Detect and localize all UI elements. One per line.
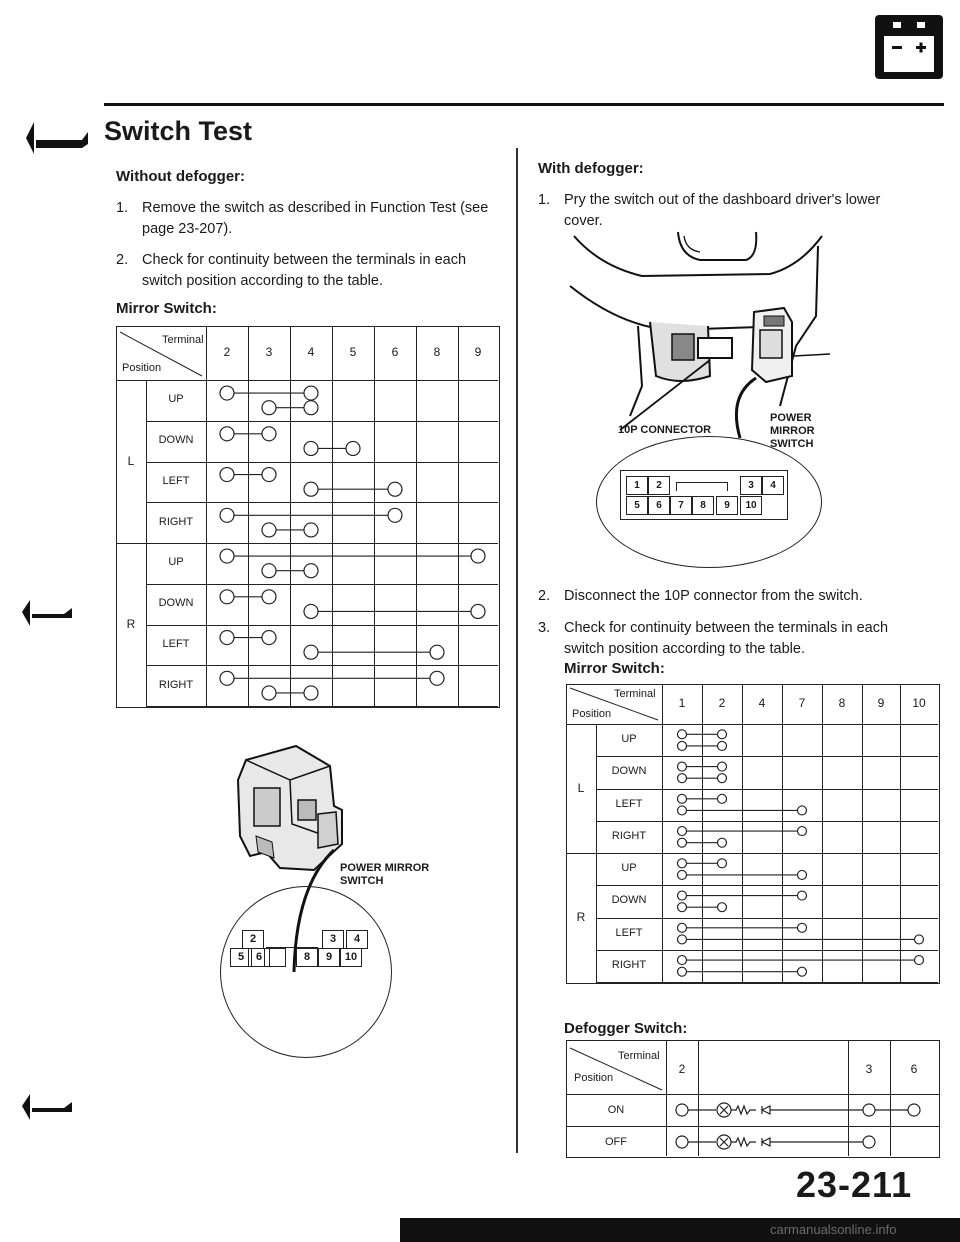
terminal-header: 10 [912, 696, 926, 710]
defogger-circuit [566, 1040, 940, 1158]
continuity-link [678, 838, 727, 847]
continuity-link [220, 549, 485, 563]
continuity-link [678, 967, 807, 976]
group-label: L [127, 453, 135, 468]
connector-pin: 6 [648, 496, 670, 515]
connector-pin: 3 [322, 930, 344, 949]
continuity-link [220, 508, 402, 522]
continuity-link [220, 468, 276, 482]
row-label: DOWN [611, 894, 647, 907]
column-divider [516, 148, 518, 1153]
page-number: 23-211 [796, 1164, 913, 1205]
defogger-title: Defogger Switch: [564, 1020, 688, 1037]
row-label: UP [621, 733, 637, 746]
left-step-2 [116, 250, 496, 292]
terminal-header: 6 [910, 1062, 918, 1076]
step-number: 3. [538, 620, 551, 636]
connector-pin: 9 [318, 948, 340, 967]
margin-marker-icon [20, 598, 80, 628]
continuity-link [304, 441, 360, 455]
header-rule [104, 103, 944, 106]
row-label: RIGHT [611, 958, 647, 971]
continuity-link [262, 523, 318, 537]
row-label: DOWN [158, 434, 194, 447]
left-mirror-table [116, 326, 500, 708]
row-label: RIGHT [611, 829, 647, 842]
label-10p-connector: 10P CONNECTOR [618, 424, 712, 436]
connector-pin: 8 [692, 496, 714, 515]
terminal-header: 8 [838, 696, 846, 710]
continuity-link [678, 903, 727, 912]
terminal-header: 8 [433, 345, 441, 359]
connector-latch [676, 482, 728, 491]
group-label: R [126, 616, 136, 631]
row-label: UP [168, 393, 184, 406]
step-number: 2. [538, 588, 551, 604]
step-number: 2. [116, 252, 129, 268]
connector-pin: 5 [626, 496, 648, 515]
connector-latch [266, 930, 318, 948]
row-label: ON [607, 1104, 625, 1116]
connector-pin: 6 [248, 948, 270, 967]
group-label: R [576, 909, 586, 924]
left-connector-view [220, 886, 392, 1058]
position-label: Position [122, 362, 162, 374]
defogger-table [566, 1040, 940, 1158]
right-step-3 [538, 618, 918, 660]
row-label: RIGHT [158, 515, 194, 528]
continuity-link [678, 870, 807, 879]
continuity-link [678, 774, 727, 783]
connector-pin: 3 [740, 476, 762, 495]
row-label: RIGHT [158, 678, 194, 691]
continuity-link [678, 923, 807, 932]
continuity-link [220, 590, 276, 604]
continuity-link [304, 604, 485, 618]
section-marker-icon [22, 118, 92, 158]
group-label: L [577, 780, 585, 795]
continuity-link [262, 564, 318, 578]
connector-pin: 8 [296, 948, 318, 967]
step-text: Disconnect the 10P connector from the switch. [564, 588, 863, 604]
margin-marker-icon [20, 1092, 80, 1122]
row-label: DOWN [611, 765, 647, 778]
terminal-header: 3 [865, 1062, 873, 1076]
terminal-header: 9 [877, 696, 885, 710]
step-number: 1. [116, 200, 129, 216]
continuity-link [678, 891, 807, 900]
right-mirror-table [566, 684, 940, 984]
step-number: 1. [538, 192, 551, 208]
row-label: LEFT [615, 797, 643, 810]
continuity-link [678, 741, 727, 750]
terminal-header: 4 [307, 345, 315, 359]
connector-pin: 1 [626, 476, 648, 495]
right-heading: With defogger: [538, 160, 644, 177]
continuity-link [678, 762, 727, 771]
right-step-2 [538, 586, 918, 607]
connector-pin: 5 [230, 948, 252, 967]
step-text: Pry the switch out of the dashboard driver's lower cover. [564, 192, 881, 229]
connector-pin: 9 [716, 496, 738, 515]
connector-pin: 2 [648, 476, 670, 495]
empty-pin [264, 948, 286, 967]
terminal-header: 9 [474, 345, 482, 359]
continuity-link [678, 859, 727, 868]
connector-pin: 4 [762, 476, 784, 495]
terminal-header: 1 [678, 696, 686, 710]
continuity-link [262, 686, 318, 700]
left-step-1 [116, 198, 496, 240]
left-table-title: Mirror Switch: [116, 300, 217, 317]
label-power-mirror-switch: POWER MIRROR SWITCH [770, 412, 815, 450]
continuity-link [678, 935, 924, 944]
row-label: LEFT [615, 926, 643, 939]
row-label: UP [621, 862, 637, 875]
terminal-label: Terminal [618, 1050, 660, 1062]
terminal-header: 5 [349, 345, 357, 359]
terminal-header: 3 [265, 345, 273, 359]
continuity-link [678, 794, 727, 803]
position-label: Position [572, 708, 612, 720]
position-label: Position [574, 1072, 614, 1084]
connector-pin: 10 [340, 948, 362, 967]
terminal-header: 2 [718, 696, 726, 710]
row-label: LEFT [162, 474, 190, 487]
step-text: Check for continuity between the terminals in each switch position according to the table. [142, 252, 467, 289]
right-table-title: Mirror Switch: [564, 660, 665, 677]
connector-pin: 4 [346, 930, 368, 949]
continuity-link [220, 386, 318, 400]
continuity-link [678, 730, 727, 739]
step-text: Check for continuity between the terminals in each switch position according to the table. [564, 620, 889, 657]
continuity-link [678, 827, 807, 836]
continuity-link [678, 956, 924, 965]
connector-pin: 7 [670, 496, 692, 515]
continuity-link [220, 671, 444, 685]
page-title: Switch Test [104, 116, 253, 146]
step-text: Remove the switch as described in Function Test (see page 23-207). [142, 200, 489, 237]
continuity-link [678, 806, 807, 815]
continuity-link [304, 482, 402, 496]
continuity-link [220, 631, 276, 645]
row-label: UP [168, 556, 184, 569]
terminal-header: 6 [391, 345, 399, 359]
battery-icon [874, 14, 944, 80]
left-heading: Without defogger: [116, 168, 246, 185]
continuity-link [220, 427, 276, 441]
terminal-header: 2 [223, 345, 231, 359]
terminal-label: Terminal [614, 688, 656, 700]
row-label: LEFT [162, 637, 190, 650]
left-switch-callout: POWER MIRROR SWITCH [340, 862, 430, 887]
connector-pin: 10 [740, 496, 762, 515]
continuity-link [304, 645, 444, 659]
terminal-header: 7 [798, 696, 806, 710]
terminal-label: Terminal [162, 334, 204, 346]
terminal-header: 4 [758, 696, 766, 710]
connector-pin: 2 [242, 930, 264, 949]
row-label: DOWN [158, 597, 194, 610]
watermark: carmanualsonline.info [770, 1222, 897, 1237]
terminal-header: 2 [678, 1062, 686, 1076]
continuity-link [262, 401, 318, 415]
row-label: OFF [605, 1136, 627, 1148]
